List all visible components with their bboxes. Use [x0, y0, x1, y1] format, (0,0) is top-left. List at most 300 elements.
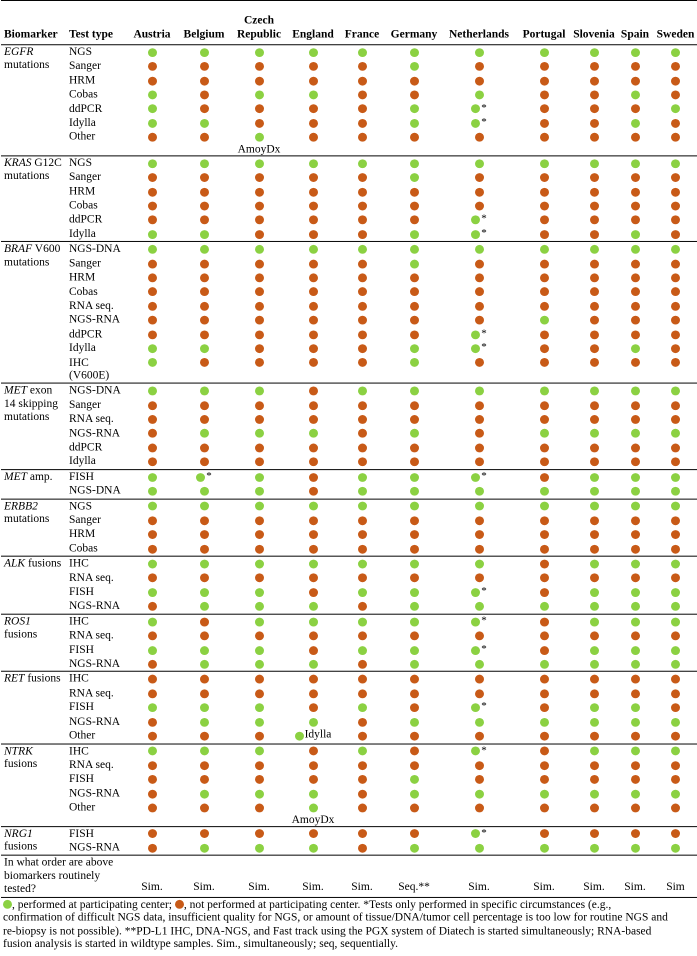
orange-dot-icon	[200, 259, 209, 268]
orange-dot-icon	[200, 516, 209, 525]
status-cell	[616, 185, 654, 199]
status-cell	[654, 59, 697, 73]
green-dot-icon	[590, 602, 599, 611]
green-dot-icon	[200, 588, 209, 597]
status-cell	[386, 787, 442, 801]
orange-dot-icon	[148, 259, 157, 268]
status-cell	[126, 744, 178, 759]
status-cell	[616, 729, 654, 744]
status-cell	[230, 213, 288, 227]
status-cell	[338, 341, 386, 355]
green-dot-icon	[631, 230, 640, 239]
orange-dot-icon	[631, 804, 640, 813]
orange-dot-icon	[200, 91, 209, 100]
status-cell	[516, 271, 572, 285]
status-cell	[126, 772, 178, 786]
orange-dot-icon	[255, 105, 264, 114]
status-cell	[442, 412, 516, 426]
orange-dot-icon	[410, 443, 419, 452]
orange-dot-icon	[475, 574, 484, 583]
orange-dot-icon	[590, 316, 599, 325]
status-cell	[572, 412, 616, 426]
status-cell	[572, 313, 616, 327]
orange-dot-icon	[309, 330, 318, 339]
status-cell	[338, 801, 386, 826]
asterisk-note: *	[481, 826, 487, 839]
status-cell	[616, 542, 654, 557]
status-cell	[288, 455, 338, 470]
orange-dot-icon	[200, 617, 209, 626]
orange-dot-icon	[410, 91, 419, 100]
status-cell	[572, 715, 616, 729]
orange-dot-icon	[358, 443, 367, 452]
status-cell	[616, 455, 654, 470]
status-cell	[616, 744, 654, 759]
table-row	[1, 285, 697, 299]
status-cell	[442, 787, 516, 801]
status-cell	[338, 686, 386, 700]
biomarker-label: KRAS G12C mutations	[1, 156, 66, 242]
orange-dot-icon	[540, 443, 549, 452]
orange-dot-icon	[200, 443, 209, 452]
status-cell	[178, 356, 230, 384]
green-dot-icon	[148, 560, 157, 569]
status-cell	[126, 599, 178, 614]
orange-dot-icon	[671, 216, 680, 225]
green-dot-icon	[200, 387, 209, 396]
orange-dot-icon	[148, 718, 157, 727]
status-cell	[288, 484, 338, 499]
status-cell	[126, 102, 178, 116]
status-cell	[178, 256, 230, 270]
orange-dot-icon	[358, 761, 367, 770]
status-cell	[126, 156, 178, 171]
orange-dot-icon	[540, 675, 549, 684]
orange-dot-icon	[671, 344, 680, 353]
green-dot-icon	[410, 560, 419, 569]
orange-dot-icon	[200, 458, 209, 467]
status-cell	[288, 801, 338, 826]
orange-dot-icon	[410, 804, 419, 813]
status-cell	[230, 285, 288, 299]
status-cell	[442, 130, 516, 155]
orange-dot-icon	[309, 588, 318, 597]
status-cell	[386, 356, 442, 384]
orange-dot-icon	[255, 302, 264, 311]
status-cell	[616, 826, 654, 841]
table-row	[1, 185, 697, 199]
green-dot-icon	[540, 502, 549, 511]
status-cell	[288, 729, 338, 744]
asterisk-note: *	[481, 101, 487, 114]
orange-dot-icon	[309, 675, 318, 684]
orange-dot-icon	[540, 703, 549, 712]
orange-dot-icon	[358, 804, 367, 813]
status-cell	[572, 299, 616, 313]
status-cell	[386, 841, 442, 856]
status-cell	[338, 585, 386, 599]
green-dot-icon	[358, 502, 367, 511]
orange-dot-icon	[671, 516, 680, 525]
orange-dot-icon	[631, 516, 640, 525]
status-cell	[572, 841, 616, 856]
green-dot-icon	[410, 617, 419, 626]
status-cell	[386, 614, 442, 629]
status-cell	[126, 185, 178, 199]
status-cell	[616, 787, 654, 801]
table-row	[1, 657, 697, 672]
orange-dot-icon	[309, 302, 318, 311]
green-dot-icon	[475, 718, 484, 727]
status-cell	[288, 299, 338, 313]
status-cell	[230, 327, 288, 341]
status-cell	[386, 826, 442, 841]
status-cell	[654, 88, 697, 102]
table-row	[1, 213, 697, 227]
status-cell	[616, 59, 654, 73]
status-cell	[654, 643, 697, 657]
green-dot-icon	[540, 159, 549, 168]
test-type-label: FISH	[69, 773, 94, 786]
status-cell	[288, 772, 338, 786]
orange-dot-icon	[200, 187, 209, 196]
green-dot-icon	[671, 602, 680, 611]
orange-dot-icon	[255, 732, 264, 741]
status-cell	[126, 729, 178, 744]
orange-dot-icon	[309, 473, 318, 482]
green-dot-icon	[631, 747, 640, 756]
table-row	[1, 412, 697, 426]
order-answer: Sim.	[516, 855, 572, 897]
status-cell	[126, 299, 178, 313]
status-cell	[288, 571, 338, 585]
green-dot-icon	[475, 159, 484, 168]
status-cell	[338, 841, 386, 856]
status-cell	[516, 643, 572, 657]
status-cell	[654, 484, 697, 499]
status-cell	[230, 130, 288, 155]
green-dot-icon	[255, 617, 264, 626]
status-cell	[616, 242, 654, 257]
status-cell	[230, 88, 288, 102]
footnote-green-text: , performed at participating center;	[12, 898, 172, 911]
orange-dot-icon	[671, 187, 680, 196]
test-type-label: IHC	[66, 556, 126, 571]
orange-dot-icon	[631, 401, 640, 410]
asterisk-note: *	[206, 469, 212, 482]
status-cell	[616, 227, 654, 242]
orange-dot-icon	[410, 202, 419, 211]
orange-dot-icon	[200, 105, 209, 114]
table-row	[1, 242, 697, 257]
orange-dot-icon	[671, 632, 680, 641]
orange-dot-icon	[410, 415, 419, 424]
status-cell	[288, 614, 338, 629]
orange-dot-icon	[200, 632, 209, 641]
status-cell	[288, 599, 338, 614]
status-cell	[338, 643, 386, 657]
green-dot-icon	[358, 617, 367, 626]
orange-dot-icon	[358, 105, 367, 114]
status-cell	[126, 686, 178, 700]
status-cell	[654, 758, 697, 772]
status-cell	[288, 744, 338, 759]
status-cell	[126, 170, 178, 184]
orange-dot-icon	[671, 401, 680, 410]
status-cell	[616, 469, 654, 484]
orange-dot-icon	[671, 288, 680, 297]
status-cell	[230, 74, 288, 88]
status-cell	[516, 513, 572, 527]
green-dot-icon	[148, 91, 157, 100]
orange-dot-icon	[631, 216, 640, 225]
status-cell	[338, 185, 386, 199]
green-dot-icon	[475, 502, 484, 511]
green-dot-icon	[200, 159, 209, 168]
green-dot-icon	[309, 560, 318, 569]
status-cell	[230, 299, 288, 313]
orange-dot-icon	[358, 660, 367, 669]
status-cell	[616, 499, 654, 514]
status-cell	[126, 657, 178, 672]
status-cell	[442, 185, 516, 199]
green-dot-icon	[631, 646, 640, 655]
test-type-label: NGS-DNA	[66, 242, 126, 257]
biomarker-label: ERBB2 mutations	[1, 499, 66, 557]
orange-dot-icon	[540, 761, 549, 770]
status-cell	[230, 199, 288, 213]
header-country: Austria	[126, 0, 178, 44]
orange-dot-icon	[200, 545, 209, 554]
orange-dot-icon	[671, 443, 680, 452]
table-row	[1, 841, 697, 856]
orange-dot-icon	[540, 560, 549, 569]
orange-dot-icon	[540, 545, 549, 554]
status-cell	[616, 156, 654, 171]
status-cell	[654, 426, 697, 440]
table-row	[1, 556, 697, 571]
orange-dot-icon	[631, 732, 640, 741]
green-dot-icon	[471, 588, 480, 597]
green-dot-icon	[671, 48, 680, 57]
status-cell	[338, 412, 386, 426]
green-dot-icon	[410, 775, 419, 784]
orange-dot-icon	[540, 91, 549, 100]
orange-dot-icon	[540, 173, 549, 182]
test-type-label: FISH	[66, 469, 126, 484]
status-cell	[178, 614, 230, 629]
orange-dot-icon	[309, 703, 318, 712]
status-cell	[338, 130, 386, 155]
orange-dot-icon	[309, 358, 318, 367]
orange-dot-icon	[631, 574, 640, 583]
green-dot-icon	[255, 646, 264, 655]
status-cell	[288, 199, 338, 213]
green-dot-icon	[590, 747, 599, 756]
orange-dot-icon	[200, 358, 209, 367]
orange-dot-icon	[358, 844, 367, 853]
orange-dot-icon	[148, 187, 157, 196]
orange-dot-icon	[590, 133, 599, 142]
status-cell	[178, 801, 230, 826]
orange-dot-icon	[590, 91, 599, 100]
orange-dot-icon	[631, 316, 640, 325]
table-row	[1, 758, 697, 772]
orange-dot-icon	[148, 530, 157, 539]
table-row	[1, 341, 697, 355]
asterisk-note: *	[481, 585, 487, 598]
status-cell	[230, 841, 288, 856]
green-dot-icon	[410, 646, 419, 655]
status-cell	[442, 398, 516, 412]
status-cell	[654, 672, 697, 687]
status-cell	[616, 556, 654, 571]
green-dot-icon	[358, 387, 367, 396]
green-dot-icon	[631, 560, 640, 569]
orange-dot-icon	[540, 216, 549, 225]
table-row	[1, 787, 697, 801]
green-dot-icon	[671, 105, 680, 114]
green-dot-icon	[671, 617, 680, 626]
table-row	[1, 599, 697, 614]
status-cell	[442, 513, 516, 527]
status-cell	[178, 45, 230, 60]
status-cell	[178, 686, 230, 700]
status-cell	[572, 341, 616, 355]
orange-dot-icon	[255, 775, 264, 784]
status-cell	[572, 383, 616, 398]
orange-dot-icon	[410, 703, 419, 712]
status-cell	[572, 74, 616, 88]
status-cell	[616, 327, 654, 341]
status-cell	[654, 701, 697, 715]
orange-dot-icon	[255, 330, 264, 339]
header-country: Sweden	[654, 0, 697, 44]
orange-dot-icon	[255, 415, 264, 424]
status-cell	[230, 772, 288, 786]
status-cell	[386, 528, 442, 542]
status-cell	[338, 398, 386, 412]
status-cell	[386, 256, 442, 270]
orange-dot-icon	[590, 202, 599, 211]
status-cell	[178, 729, 230, 744]
green-dot-icon	[410, 159, 419, 168]
status-cell	[126, 513, 178, 527]
green-dot-icon	[200, 119, 209, 128]
orange-dot-icon	[631, 545, 640, 554]
status-cell	[654, 614, 697, 629]
orange-dot-icon	[148, 844, 157, 853]
status-cell	[654, 441, 697, 455]
status-cell	[288, 841, 338, 856]
orange-dot-icon	[410, 747, 419, 756]
orange-dot-icon	[148, 574, 157, 583]
status-cell	[654, 398, 697, 412]
status-cell	[126, 45, 178, 60]
status-cell	[338, 513, 386, 527]
status-cell	[338, 116, 386, 130]
table-row	[1, 102, 697, 116]
status-cell	[288, 643, 338, 657]
green-dot-icon	[540, 660, 549, 669]
status-cell	[516, 614, 572, 629]
orange-dot-icon	[148, 316, 157, 325]
green-dot-icon	[475, 660, 484, 669]
status-cell	[616, 801, 654, 826]
green-dot-icon	[148, 344, 157, 353]
orange-dot-icon	[358, 302, 367, 311]
orange-dot-icon	[590, 689, 599, 698]
orange-dot-icon	[175, 899, 184, 908]
status-cell	[616, 170, 654, 184]
status-cell	[516, 116, 572, 130]
green-dot-icon	[200, 646, 209, 655]
orange-dot-icon	[671, 173, 680, 182]
status-cell	[178, 701, 230, 715]
orange-dot-icon	[631, 415, 640, 424]
status-cell	[338, 383, 386, 398]
orange-dot-icon	[475, 76, 484, 85]
status-cell	[516, 256, 572, 270]
orange-dot-icon	[200, 761, 209, 770]
green-dot-icon	[590, 159, 599, 168]
status-cell	[178, 213, 230, 227]
orange-dot-icon	[309, 761, 318, 770]
status-cell	[442, 441, 516, 455]
orange-dot-icon	[148, 732, 157, 741]
orange-dot-icon	[475, 516, 484, 525]
status-cell	[616, 356, 654, 384]
orange-dot-icon	[671, 545, 680, 554]
biomarker-label: ROS1 fusions	[1, 614, 66, 672]
green-dot-icon	[309, 159, 318, 168]
orange-dot-icon	[200, 415, 209, 424]
status-cell	[288, 170, 338, 184]
status-cell	[616, 643, 654, 657]
orange-dot-icon	[671, 761, 680, 770]
status-cell	[230, 585, 288, 599]
status-cell	[230, 156, 288, 171]
test-type-label: Cobas	[69, 88, 98, 101]
orange-dot-icon	[590, 330, 599, 339]
status-cell	[230, 484, 288, 499]
status-cell	[386, 772, 442, 786]
status-cell	[654, 513, 697, 527]
orange-dot-icon	[358, 202, 367, 211]
status-cell	[126, 629, 178, 643]
orange-dot-icon	[148, 602, 157, 611]
status-cell	[386, 701, 442, 715]
green-dot-icon	[540, 48, 549, 57]
status-cell	[338, 744, 386, 759]
status-cell	[178, 672, 230, 687]
table-row	[1, 672, 697, 687]
status-cell	[386, 383, 442, 398]
status-cell	[386, 242, 442, 257]
table-row	[1, 313, 697, 327]
orange-dot-icon	[358, 602, 367, 611]
status-cell	[230, 271, 288, 285]
orange-dot-icon	[255, 119, 264, 128]
status-cell	[386, 130, 442, 155]
green-dot-icon	[631, 159, 640, 168]
status-cell	[338, 199, 386, 213]
orange-dot-icon	[410, 187, 419, 196]
green-dot-icon	[475, 245, 484, 254]
orange-dot-icon	[590, 119, 599, 128]
orange-dot-icon	[410, 530, 419, 539]
green-dot-icon	[671, 473, 680, 482]
